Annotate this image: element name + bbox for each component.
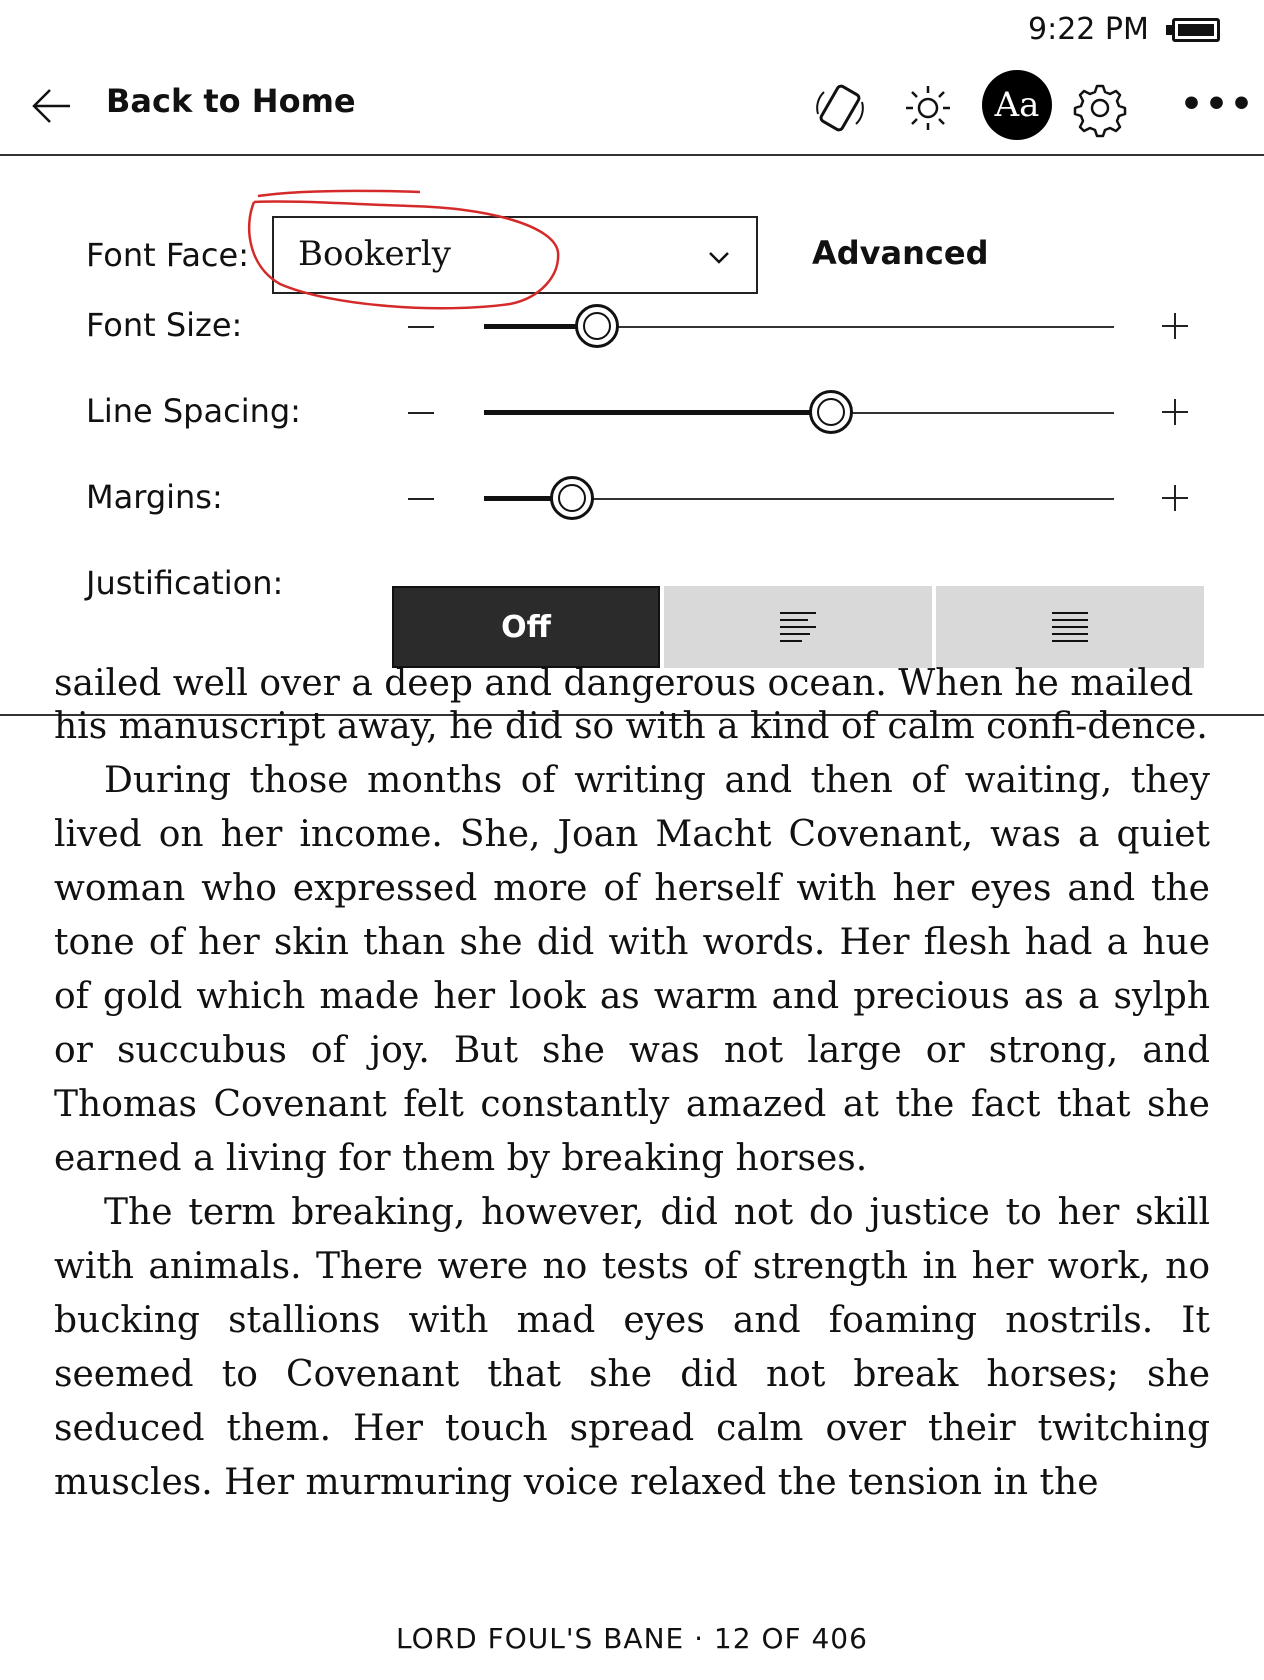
font-size-increase-button[interactable] [1162, 313, 1188, 339]
font-face-value: Bookerly [298, 234, 451, 274]
line-spacing-slider[interactable] [484, 412, 1114, 414]
line-spacing-decrease-button[interactable] [408, 412, 434, 414]
font-size-slider[interactable] [484, 326, 1114, 328]
advanced-button[interactable]: Advanced [812, 234, 989, 272]
justification-left-button[interactable] [664, 586, 932, 668]
justification-toggle [392, 586, 1204, 668]
margins-label: Margins: [86, 478, 223, 516]
book-progress-footer: LORD FOUL'S BANE · 12 OF 406 [396, 1622, 868, 1655]
back-arrow-icon[interactable] [30, 86, 72, 126]
font-size-slider-knob[interactable] [575, 304, 619, 348]
margins-slider[interactable] [484, 498, 1114, 500]
justification-off-button[interactable] [392, 586, 660, 668]
chevron-down-icon [708, 246, 730, 268]
justification-label: Justification: [86, 564, 284, 602]
settings-gear-icon[interactable] [1070, 78, 1130, 138]
more-options-icon[interactable]: ••• [1180, 84, 1256, 125]
justify-icon [1052, 610, 1088, 644]
margins-decrease-button[interactable] [408, 498, 434, 500]
book-text-cut-line [54, 663, 1210, 704]
font-settings-icon[interactable]: Aa [982, 70, 1052, 140]
justification-full-button[interactable] [936, 586, 1204, 668]
font-size-label: Font Size: [86, 306, 243, 344]
line-spacing-label: Line Spacing: [86, 392, 301, 430]
font-face-label: Font Face: [86, 236, 249, 274]
display-settings-panel [0, 156, 1264, 716]
margins-increase-button[interactable] [1162, 485, 1188, 511]
line-spacing-increase-button[interactable] [1162, 399, 1188, 425]
left-align-icon [780, 610, 816, 644]
book-text-cut-line-text: sailed well over a deep and dangerous ocean. When he mailed [54, 663, 1194, 704]
line-spacing-slider-fill [484, 410, 831, 415]
back-to-home-button[interactable]: Back to Home [106, 82, 356, 120]
brightness-icon[interactable] [898, 78, 958, 138]
status-time: 9:22 PM [1028, 12, 1149, 47]
margins-slider-knob[interactable] [550, 476, 594, 520]
book-paragraph: The term breaking, however, did not do justice to her skill with animals. There were no tests of strength in her work, no bucking stallions with mad eyes and foaming nostrils. It seemed to Covenant that she did not break horses; she seduced them. Her touch spread calm over their twitching muscles. Her murmuring voice relaxed the tension in the [54, 1192, 1210, 1503]
font-face-dropdown[interactable] [272, 216, 758, 294]
reader-header [0, 60, 1264, 156]
book-paragraph: his manuscript away, he did so with a kind of calm confi-dence. [54, 706, 1208, 747]
justification-off-label: Off [501, 610, 551, 645]
line-spacing-slider-knob[interactable] [809, 390, 853, 434]
book-page-text [54, 700, 1210, 1510]
font-size-decrease-button[interactable] [408, 326, 434, 328]
battery-icon [1172, 18, 1220, 42]
book-paragraph: During those months of writing and then of waiting, they lived on her income. She, Joan Macht Covenant, was a quiet woman who expressed more of herself with her eyes and the tone of her skin than she did with words. Her flesh had a hue of gold which made her look as warm and precious as a sylph or succubus of joy. But she was not large or strong, and Thomas Covenant felt constantly amazed at the fact that she earned a living for them by breaking horses. [54, 760, 1210, 1179]
rotate-device-icon[interactable] [810, 78, 870, 138]
